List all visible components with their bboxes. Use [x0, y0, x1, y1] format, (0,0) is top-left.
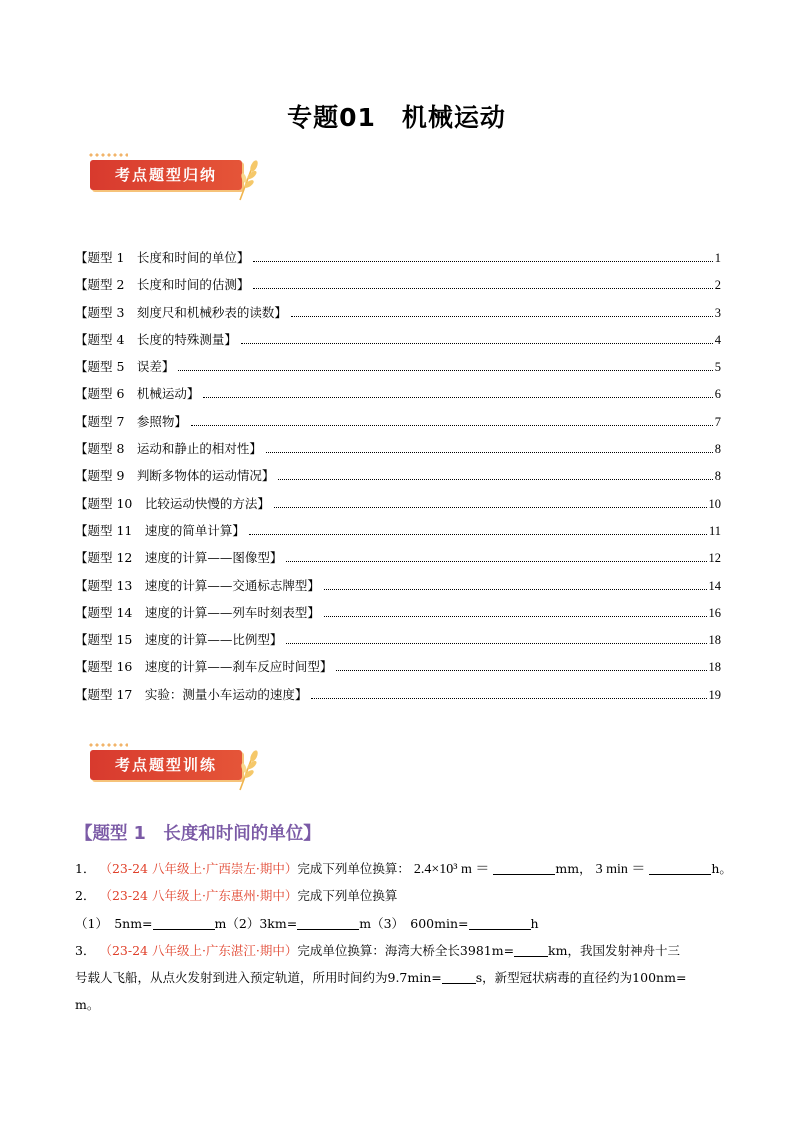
question-number: 1． — [75, 861, 96, 876]
toc-entry[interactable] — [75, 630, 721, 657]
toc-page-number: 19 — [708, 687, 721, 702]
table-of-contents — [75, 248, 721, 712]
toc-dot-leader — [253, 261, 712, 262]
question-text: s，新型冠状病毒的直径约为100nm= — [475, 970, 687, 985]
toc-dot-leader — [241, 343, 713, 344]
answer-blank[interactable] — [297, 916, 359, 930]
toc-entry-label: 【题型 1 长度和时间的单位】 — [75, 250, 250, 265]
toc-dot-leader — [191, 425, 713, 426]
toc-dot-leader — [178, 370, 712, 371]
section-heading: 【题型 1 长度和时间的单位】 — [75, 824, 321, 844]
toc-entry-label: 【题型 6 机械运动】 — [75, 386, 200, 402]
toc-page-number: 3 — [714, 305, 721, 320]
toc-page-number: 12 — [708, 551, 721, 566]
toc-page-number: 10 — [708, 496, 721, 511]
toc-dot-leader — [324, 589, 707, 590]
toc-entry[interactable] — [75, 685, 721, 712]
toc-entry[interactable] — [75, 384, 721, 411]
page-title: 专题01 机械运动 — [287, 103, 506, 132]
question-2-parts — [75, 914, 539, 932]
toc-page-number: 2 — [714, 278, 721, 293]
question-text: 号载人飞船，从点火发射到进入预定轨道，所用时间约为9.7min= — [75, 970, 442, 985]
question-number: 2． — [75, 888, 96, 903]
math-expression: 2.4×10³ m ＝ — [413, 862, 490, 877]
answer-blank[interactable] — [649, 861, 711, 875]
toc-entry[interactable] — [75, 494, 721, 521]
summary-banner — [88, 152, 260, 198]
toc-entry[interactable] — [75, 439, 721, 466]
toc-dot-leader — [291, 316, 713, 317]
toc-page-number: 8 — [714, 469, 721, 484]
toc-dot-leader — [253, 288, 712, 289]
question-source: （23-24 八年级上·广东惠州·期中） — [99, 888, 298, 903]
answer-blank[interactable] — [469, 916, 531, 930]
toc-page-number: 18 — [708, 660, 721, 675]
banner-label: 考点题型训练 — [114, 756, 217, 774]
toc-dot-leader — [203, 397, 712, 398]
toc-dot-leader — [286, 561, 706, 562]
toc-entry[interactable] — [75, 357, 721, 384]
banner-dots — [88, 742, 128, 748]
toc-dot-leader — [278, 479, 712, 480]
part-text: h — [530, 916, 539, 931]
toc-entry[interactable] — [75, 657, 721, 684]
toc-entry-label: 【题型 16 速度的计算——刹车反应时间型】 — [75, 659, 333, 675]
toc-dot-leader — [336, 670, 706, 671]
toc-entry-label: 【题型 14 速度的计算——列车时刻表型】 — [75, 604, 320, 620]
toc-entry-label: 【题型 11 速度的简单计算】 — [75, 522, 245, 538]
toc-entry-label: 【题型 15 速度的计算——比例型】 — [75, 632, 283, 648]
wheat-icon — [236, 748, 260, 792]
question-1 — [75, 858, 732, 878]
toc-entry-label: 【题型 12 速度的计算——图像型】 — [75, 550, 283, 566]
toc-entry-label: 【题型 5 误差】 — [75, 359, 175, 375]
banner-label: 考点题型归纳 — [114, 166, 217, 184]
part-text: m（2）3km= — [214, 916, 298, 931]
wheat-icon — [236, 158, 260, 202]
question-3 — [75, 941, 680, 959]
toc-entry[interactable] — [75, 412, 721, 439]
toc-dot-leader — [266, 452, 713, 453]
toc-page-number: 6 — [714, 387, 721, 402]
toc-entry[interactable] — [75, 275, 721, 302]
answer-blank[interactable] — [153, 916, 215, 930]
part-text: m（3） 600min= — [359, 916, 469, 931]
toc-page-number: 1 — [714, 251, 721, 265]
question-2 — [75, 886, 397, 904]
question-text: 完成单位换算：海湾大桥全长3981m= — [297, 943, 515, 958]
part-text: （1） 5nm= — [75, 916, 153, 931]
toc-entry-label: 【题型 2 长度和时间的估测】 — [75, 277, 250, 293]
toc-entry-label: 【题型 10 比较运动快慢的方法】 — [75, 495, 270, 511]
toc-dot-leader — [324, 616, 707, 617]
banner-dots — [88, 152, 128, 158]
question-3-line-2 — [75, 968, 686, 986]
toc-entry[interactable] — [75, 330, 721, 357]
toc-page-number: 5 — [714, 360, 721, 375]
toc-dot-leader — [249, 534, 707, 535]
toc-page-number: 16 — [708, 605, 721, 620]
question-source: （23-24 八年级上·广西崇左·期中） — [99, 861, 298, 876]
toc-entry[interactable] — [75, 521, 721, 548]
toc-page-number: 8 — [714, 442, 721, 457]
toc-entry[interactable] — [75, 548, 721, 575]
toc-dot-leader — [311, 698, 706, 699]
toc-dot-leader — [274, 507, 707, 508]
toc-entry-label: 【题型 3 刻度尺和机械秒表的读数】 — [75, 304, 287, 320]
toc-entry[interactable] — [75, 576, 721, 603]
question-text: 完成下列单位换算 — [297, 888, 398, 903]
toc-page-number: 18 — [708, 633, 721, 648]
question-text: km，我国发射神舟十三 — [548, 943, 680, 958]
toc-entry-label: 【题型 13 速度的计算——交通标志牌型】 — [75, 577, 320, 593]
toc-entry[interactable] — [75, 248, 721, 275]
toc-page-number: 14 — [708, 578, 721, 593]
toc-page-number: 11 — [708, 523, 721, 538]
toc-page-number: 4 — [714, 332, 721, 347]
question-number: 3． — [75, 943, 96, 958]
question-text: 完成下列单位换算： — [297, 861, 410, 876]
toc-entry[interactable] — [75, 466, 721, 493]
toc-entry-label: 【题型 9 判断多物体的运动情况】 — [75, 468, 275, 484]
toc-page-number: 7 — [714, 414, 721, 429]
toc-dot-leader — [286, 643, 706, 644]
training-banner — [88, 742, 260, 788]
toc-entry-label: 【题型 4 长度的特殊测量】 — [75, 331, 237, 347]
question-3-line-3 — [75, 995, 99, 1013]
toc-entry-label: 【题型 8 运动和静止的相对性】 — [75, 441, 262, 457]
question-source: （23-24 八年级上·广东湛江·期中） — [99, 943, 298, 958]
math-expression: 3 min ＝ — [595, 862, 646, 877]
unit-text: h。 — [711, 861, 732, 876]
question-text: m。 — [75, 997, 100, 1012]
unit-text: mm， — [555, 861, 592, 876]
toc-entry-label: 【题型 7 参照物】 — [75, 413, 187, 429]
toc-entry[interactable] — [75, 603, 721, 630]
toc-entry[interactable] — [75, 303, 721, 330]
answer-blank[interactable] — [514, 943, 548, 957]
answer-blank[interactable] — [442, 970, 476, 984]
answer-blank[interactable] — [493, 861, 555, 875]
toc-entry-label: 【题型 17 实验：测量小车运动的速度】 — [75, 686, 308, 702]
